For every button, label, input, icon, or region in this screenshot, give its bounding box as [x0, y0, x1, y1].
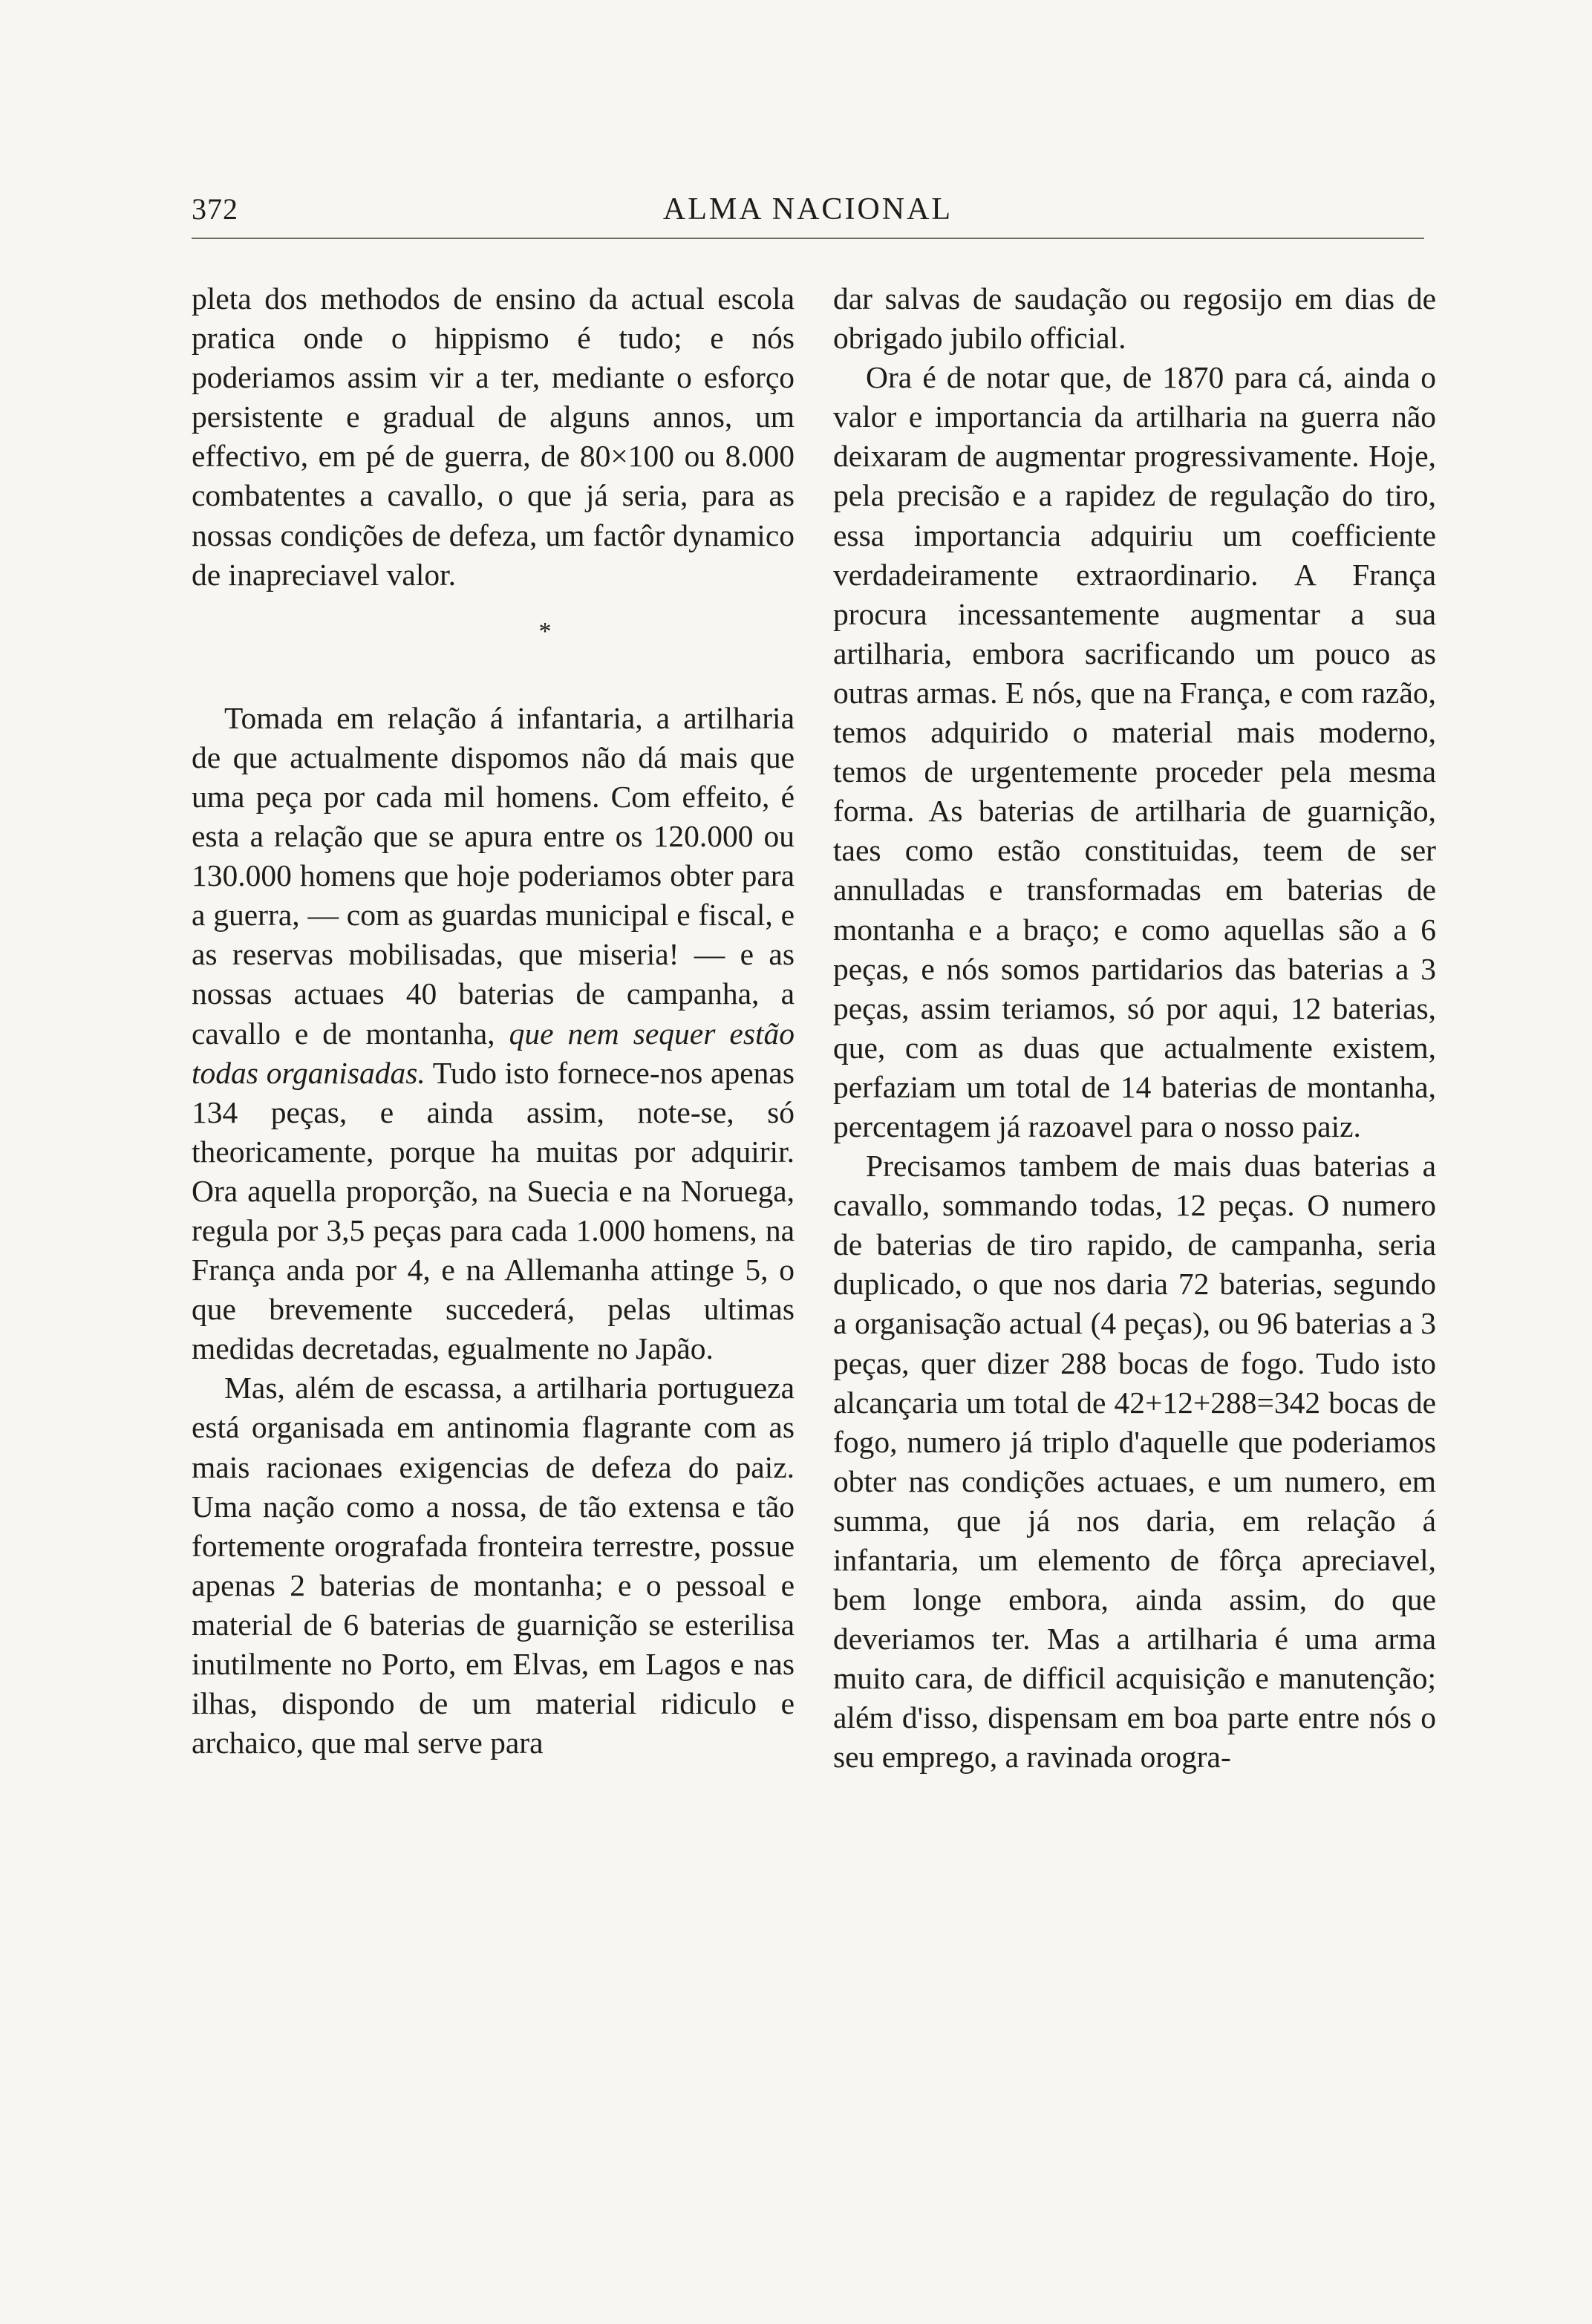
left-paragraph-2-text-b: Tudo isto fornece-nos apenas 134 peças, e ainda assim, note-se, só theoricamente, porque ha muitas por adquirir. Ora aquella proporção, na Suecia e na Noruega, regula por 3,5 peças para cada 1.000 homens, na França anda por 4, e na Allemanha attinge 5, o que brevemente succederá, pelas ultimas medidas decretadas, egualmente no Japão. [192, 1055, 795, 1366]
page-number: 372 [192, 192, 238, 226]
left-paragraph-2-italic: que nem sequer estão todas organisadas. [192, 1016, 795, 1090]
running-title: ALMA NACIONAL [662, 192, 953, 226]
asterisk-separator: * [538, 617, 552, 645]
section-separator [192, 595, 795, 699]
left-paragraph-2 [192, 699, 795, 1369]
page-header [192, 192, 1424, 236]
left-column [192, 279, 795, 1763]
left-paragraph-2-text-a: Tomada em relação á infantaria, a artilharia de que actualmente dispomos não dá mais que uma peça por cada mil homens. Com effeito, é esta a relação que se apura entre os 120.000 ou 130.000 homens que hoje poderiamos obter para a guerra, — com as guardas municipal e fiscal, e as reservas mobilisadas, que miseria! — e as nossas actuaes 40 baterias de campanha, a cavallo e de montanha, [192, 700, 795, 1051]
header-rule [192, 238, 1424, 239]
right-paragraph-1: dar salvas de saudação ou regosijo em dias de obrigado jubilo official. [833, 281, 1436, 356]
left-paragraph-3: Mas, além de escassa, a artilharia portugueza está organisada em antinomia flagrante com as mais racionaes exigencias de defeza do paiz. Uma nação como a nossa, de tão extensa e tão fortemente orografada fronteira terrestre, possue apenas 2 baterias de montanha; e o pessoal e material de 6 baterias de guarnição se esterilisa inutilmente no Porto, em Elvas, em Lagos e nas ilhas, dispondo de um material ridiculo e archaico, que mal serve para [192, 1371, 795, 1760]
right-paragraph-2: Ora é de notar que, de 1870 para cá, ainda o valor e importancia da artilharia na guerra não deixaram de augmentar progressivamente. Hoje, pela precisão e a rapidez de regulação do tiro, essa importancia adquiriu um coefficiente verdadeiramente extraordinario. A França procura incessantemente augmentar a sua artilharia, embora sacrificando um pouco as outras armas. E nós, que na França, e com razão, temos adquirido o material mais moderno, temos de urgentemente proceder pela mesma forma. As baterias de artilharia de guarnição, taes como estão constituidas, teem de ser annulladas e transformadas em baterias de montanha e a braço; e como aquellas são a 6 peças, e nós somos partidarios das baterias a 3 peças, assim teriamos, só por aqui, 12 baterias, que, com as duas que actualmente existem, perfaziam um total de 14 baterias de montanha, percentagem já razoavel para o nosso paiz. [833, 360, 1436, 1143]
left-paragraph-1: pleta dos methodos de ensino da actual escola pratica onde o hippismo é tudo; e nós poderiamos assim vir a ter, mediante o esforço persistente e gradual de alguns annos, um effectivo, em pé de guerra, de 80×100 ou 8.000 combatentes a cavallo, o que já seria, para as nossas condições de defeza, um factôr dynamico de inapreciavel valor. [192, 281, 795, 592]
right-paragraph-3: Precisamos tambem de mais duas baterias a cavallo, sommando todas, 12 peças. O numero de baterias de tiro rapido, de campanha, seria duplicado, o que nos daria 72 baterias, segundo a organisação actual (4 peças), ou 96 baterias a 3 peças, quer dizer 288 bocas de fogo. Tudo isto alcançaria um total de 42+12+288=342 bocas de fogo, numero já triplo d'aquelle que poderiamos obter nas condições actuaes, e um numero, em summa, que já nos daria, em relação á infantaria, um elemento de fôrça apreciavel, bem longe embora, ainda assim, do que deveriamos ter. Mas a artilharia é uma arma muito cara, de difficil acquisição e manutenção; além d'isso, dispensam em boa parte entre nós o seu emprego, a ravinada orogra- [833, 1149, 1436, 1775]
right-column [833, 279, 1436, 1778]
